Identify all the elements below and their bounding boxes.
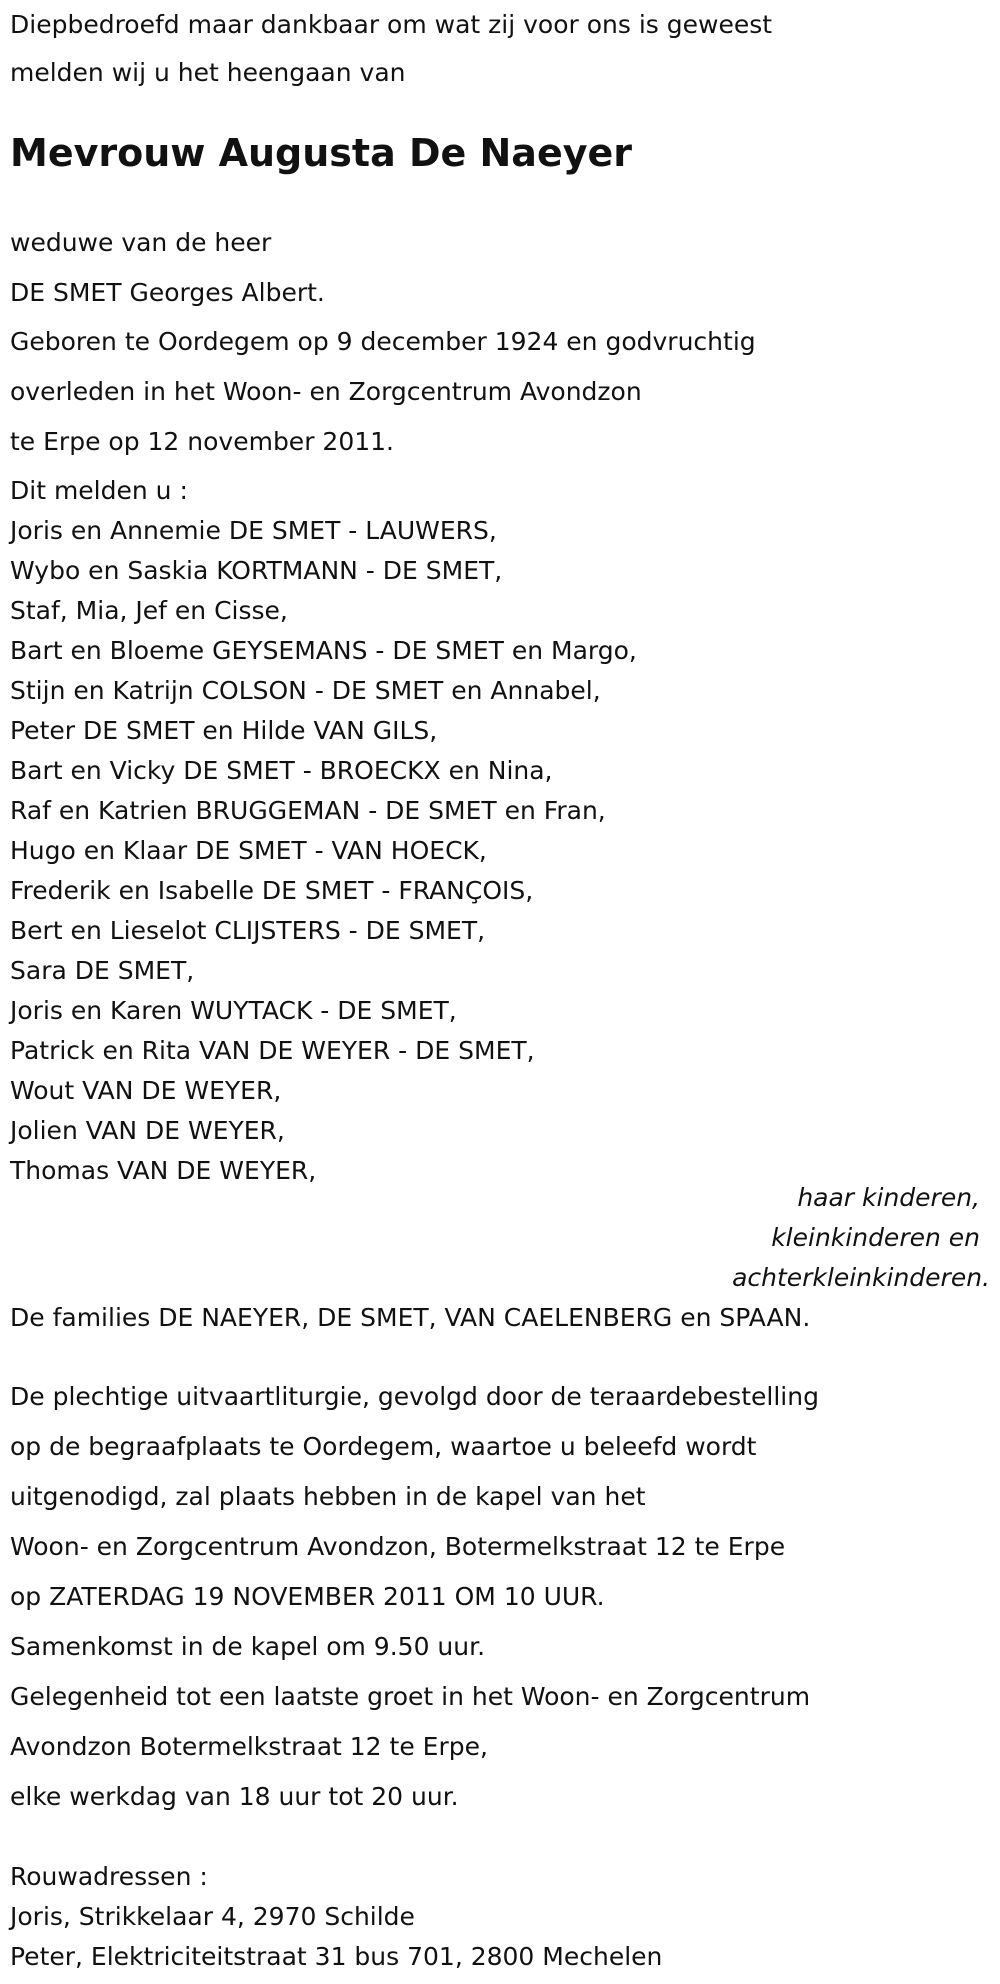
family-line: Patrick en Rita VAN DE WEYER - DE SMET, — [10, 1036, 535, 1065]
intro-line: melden wij u het heengaan van — [10, 58, 406, 87]
family-line: Frederik en Isabelle DE SMET - FRANÇOIS, — [10, 876, 534, 905]
ceremony-line: Gelegenheid tot een laatste groet in het Woon- en Zorgcentrum — [10, 1682, 811, 1711]
family-line: Staf, Mia, Jef en Cisse, — [10, 596, 288, 625]
ceremony-line: uitgenodigd, zal plaats hebben in de kapel van het — [10, 1482, 646, 1511]
family-line: Raf en Katrien BRUGGEMAN - DE SMET en Fran, — [10, 796, 606, 825]
detail-line: DE SMET Georges Albert. — [10, 278, 325, 307]
deceased-name: Mevrouw Augusta De Naeyer — [10, 131, 633, 175]
family-line: Jolien VAN DE WEYER, — [10, 1116, 285, 1145]
ceremony-line: Woon- en Zorgcentrum Avondzon, Botermelkstraat 12 te Erpe — [10, 1532, 786, 1561]
family-line: Bart en Vicky DE SMET - BROECKX en Nina, — [10, 756, 553, 785]
role-line: haar kinderen, — [797, 1183, 980, 1212]
family-line: Bart en Bloeme GEYSEMANS - DE SMET en Margo, — [10, 636, 637, 665]
detail-line: weduwe van de heer — [10, 228, 272, 257]
ceremony-line: elke werkdag van 18 uur tot 20 uur. — [10, 1782, 459, 1811]
ceremony-line: op de begraafplaats te Oordegem, waartoe u beleefd wordt — [10, 1432, 757, 1461]
detail-line: overleden in het Woon- en Zorgcentrum Avondzon — [10, 377, 642, 406]
ceremony-line: De plechtige uitvaartliturgie, gevolgd door de teraardebestelling — [10, 1382, 819, 1411]
family-line: Hugo en Klaar DE SMET - VAN HOECK, — [10, 836, 487, 865]
family-line: Sara DE SMET, — [10, 956, 195, 985]
address-line: Joris, Strikkelaar 4, 2970 Schilde — [10, 1902, 415, 1931]
family-line: Peter DE SMET en Hilde VAN GILS, — [10, 716, 438, 745]
address-line: Peter, Elektriciteitstraat 31 bus 701, 2800 Mechelen — [10, 1942, 663, 1971]
announcers-heading: Dit melden u : — [10, 476, 188, 505]
role-line: kleinkinderen en — [771, 1223, 980, 1252]
family-line: Joris en Karen WUYTACK - DE SMET, — [10, 996, 457, 1025]
detail-line: Geboren te Oordegem op 9 december 1924 en godvruchtig — [10, 327, 756, 356]
ceremony-line: Avondzon Botermelkstraat 12 te Erpe, — [10, 1732, 488, 1761]
family-line: Thomas VAN DE WEYER, — [10, 1156, 317, 1185]
family-line: Wybo en Saskia KORTMANN - DE SMET, — [10, 556, 503, 585]
detail-line: te Erpe op 12 november 2011. — [10, 427, 394, 456]
ceremony-line: Samenkomst in de kapel om 9.50 uur. — [10, 1632, 486, 1661]
family-line: Joris en Annemie DE SMET - LAUWERS, — [10, 516, 497, 545]
families-line: De families DE NAEYER, DE SMET, VAN CAELENBERG en SPAAN. — [10, 1303, 811, 1332]
intro-line: Diepbedroefd maar dankbaar om wat zij voor ons is geweest — [10, 10, 773, 39]
ceremony-line: op ZATERDAG 19 NOVEMBER 2011 OM 10 UUR. — [10, 1582, 605, 1611]
family-line: Bert en Lieselot CLIJSTERS - DE SMET, — [10, 916, 486, 945]
role-line: achterkleinkinderen. — [732, 1263, 990, 1292]
family-line: Wout VAN DE WEYER, — [10, 1076, 282, 1105]
family-line: Stijn en Katrijn COLSON - DE SMET en Annabel, — [10, 676, 601, 705]
addresses-heading: Rouwadressen : — [10, 1862, 208, 1891]
